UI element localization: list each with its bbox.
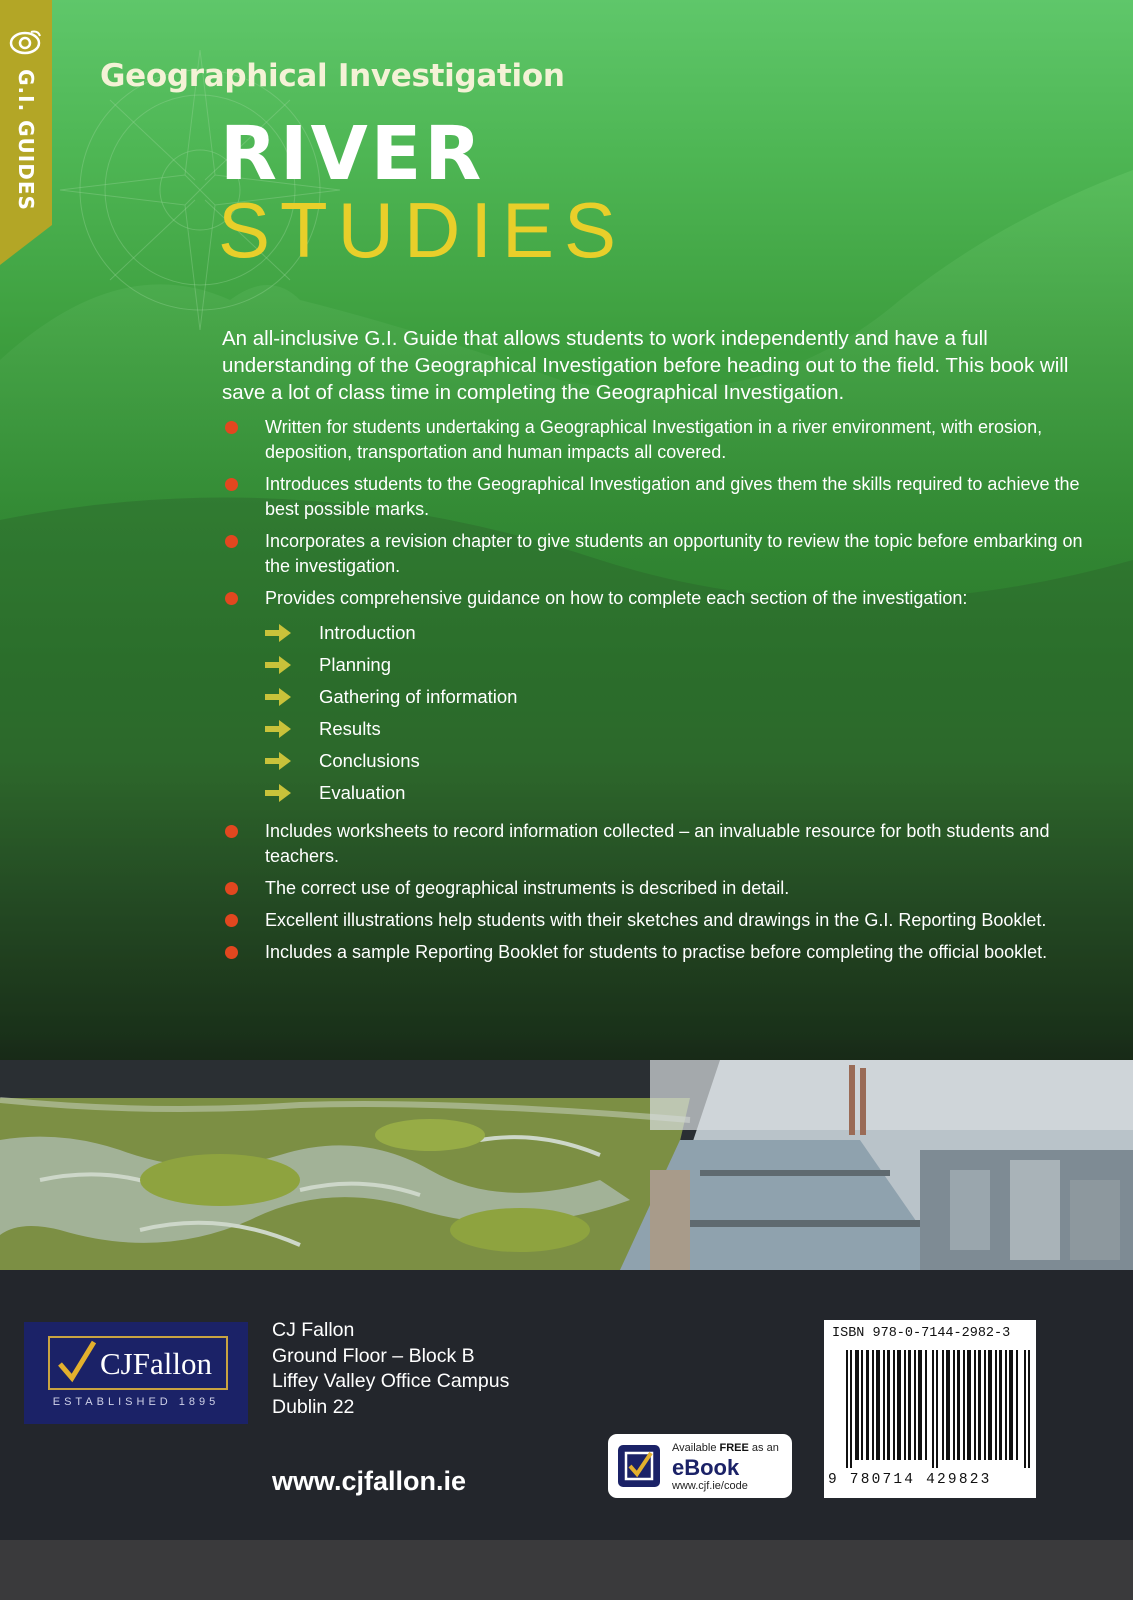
ebook-availability: Available FREE as an	[672, 1442, 779, 1454]
ebook-check-icon	[618, 1445, 660, 1487]
list-item: Includes worksheets to record information collected – an invaluable resource for both students and teachers.	[222, 819, 1102, 869]
list-item: Written for students undertaking a Geographical Investigation in a river environment, with erosion, deposition, transportation and human impacts all covered.	[222, 415, 1102, 465]
cjfallon-logo-frame: CJFallon	[48, 1336, 228, 1390]
arrow-right-icon	[265, 784, 291, 802]
salt-marsh-photo	[0, 1098, 690, 1270]
bullet-dot-icon	[225, 592, 238, 605]
arrow-right-icon	[265, 752, 291, 770]
section-item: Results	[265, 713, 1102, 745]
arrow-right-icon	[265, 624, 291, 642]
section-item: Planning	[265, 649, 1102, 681]
publisher-website-link[interactable]: www.cjfallon.ie	[272, 1466, 467, 1496]
isbn-label: ISBN 978-0-7144-2982-3	[832, 1326, 1011, 1341]
river-photo-strip	[0, 1060, 1133, 1270]
eye-leaf-icon	[8, 28, 42, 58]
section-list	[265, 617, 1102, 809]
gi-guides-label: G.I. GUIDES	[14, 69, 38, 211]
bullet-dot-icon	[225, 946, 238, 959]
ebook-label: eBook	[672, 1455, 740, 1480]
ebook-url: www.cjf.ie/code	[672, 1480, 748, 1492]
bullet-dot-icon	[225, 478, 238, 491]
list-item: Includes a sample Reporting Booklet for students to practise before completing the official booklet.	[222, 940, 1102, 965]
section-item: Conclusions	[265, 745, 1102, 777]
title-river: RIVER	[220, 111, 485, 197]
barcode-icon	[846, 1350, 1030, 1468]
list-item: Provides comprehensive guidance on how to complete each section of the investigation: Introduction Planning Gathering of information Results Conclusions Evaluation	[222, 586, 1102, 809]
arrow-right-icon	[265, 720, 291, 738]
cjfallon-logo: CJFallon ESTABLISHED 1895	[24, 1322, 248, 1424]
section-item: Gathering of information	[265, 681, 1102, 713]
bullet-dot-icon	[225, 914, 238, 927]
bullet-dot-icon	[225, 882, 238, 895]
book-subtitle: Geographical Investigation	[100, 58, 565, 94]
barcode-number: 9 780714 429823	[828, 1472, 992, 1488]
title-studies: STUDIES	[218, 186, 627, 274]
arrow-right-icon	[265, 656, 291, 674]
dublin-city-photo	[620, 1060, 1133, 1270]
footer-bottom-band	[0, 1540, 1133, 1600]
list-item: Incorporates a revision chapter to give students an opportunity to review the topic before embarking on the investigation.	[222, 529, 1102, 579]
ebook-badge[interactable]	[608, 1434, 792, 1498]
feature-list	[222, 415, 1102, 972]
section-item: Introduction	[265, 617, 1102, 649]
list-item: Introduces students to the Geographical Investigation and gives them the skills required to achieve the best possible marks.	[222, 472, 1102, 522]
list-item: Excellent illustrations help students with their sketches and drawings in the G.I. Reporting Booklet.	[222, 908, 1102, 933]
list-item: The correct use of geographical instruments is described in detail.	[222, 876, 1102, 901]
arrow-right-icon	[265, 688, 291, 706]
intro-paragraph: An all-inclusive G.I. Guide that allows students to work independently and have a full understanding of the Geographical Investigation before heading out to the field. This book will save a lot of class time in completing the Geographical Investigation.	[222, 327, 1069, 404]
isbn-barcode-box	[824, 1320, 1036, 1498]
checkmark-icon	[56, 1340, 96, 1384]
section-item: Evaluation	[265, 777, 1102, 809]
publisher-address: CJ Fallon Ground Floor – Block B Liffey Valley Office Campus Dublin 22	[272, 1319, 510, 1418]
bullet-dot-icon	[225, 535, 238, 548]
bullet-dot-icon	[225, 421, 238, 434]
bullet-dot-icon	[225, 825, 238, 838]
